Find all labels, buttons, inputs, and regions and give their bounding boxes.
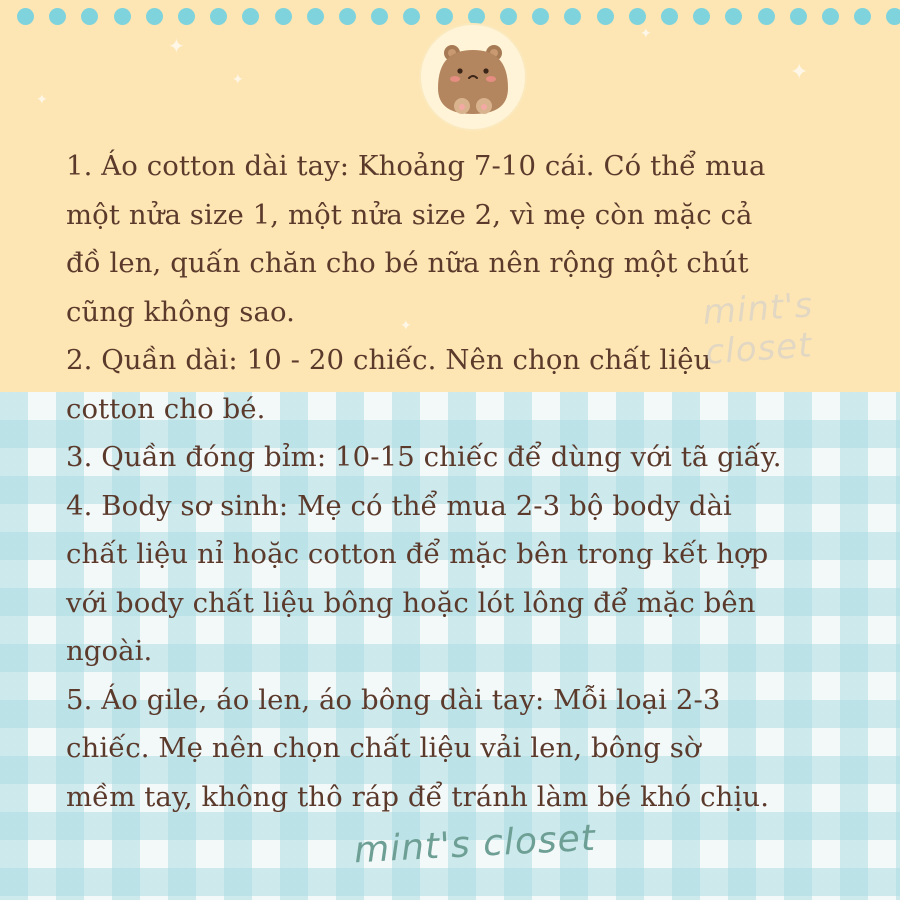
text-line: 3. Quần đóng bỉm: 10-15 chiếc để dùng với tã giấy. [66,441,782,473]
dot-decoration [210,8,227,25]
sparkle-icon: ✦ [790,60,809,85]
text-line: cotton cho bé. [66,392,266,425]
text-line: một nửa size 1, một nửa size 2, vì mẹ còn mặc cả [66,198,753,231]
dot-decoration [564,8,581,25]
sparkle-icon: ✦ [232,72,244,88]
text-line: ngoài. [66,635,153,667]
text-line: 2. Quần dài: 10 - 20 chiếc. Nên chọn chất liệu [66,344,712,376]
dot-decoration [49,8,66,25]
text-line: cũng không sao. [66,295,295,328]
dot-decoration [17,8,34,25]
watermark: mint's closet [701,285,815,373]
text-line: mềm tay, không thô ráp để tránh làm bé khó chịu. [66,780,770,813]
dot-decoration [725,8,742,25]
text-line: chiếc. Mẹ nên chọn chất liệu vải len, bông sờ [66,732,701,764]
dot-decoration [629,8,646,25]
dot-decoration [597,8,614,25]
dot-decoration [307,8,324,25]
dot-decoration [178,8,195,25]
sparkle-icon: ✦ [400,318,412,334]
dot-decoration [275,8,292,25]
text-line: 4. Body sơ sinh: Mẹ có thể mua 2-3 bộ body dài [66,489,732,522]
signature: mint's closet [353,817,597,872]
dot-decoration [758,8,775,25]
text-line: 1. Áo cotton dài tay: Khoảng 7-10 cái. Có thể mua [66,150,766,182]
bear-icon [418,22,528,132]
dot-decoration [242,8,259,25]
dot-decoration [790,8,807,25]
dot-decoration [661,8,678,25]
sparkle-icon: ✦ [640,26,652,42]
text-line: chất liệu nỉ hoặc cotton để mặc bên trong kết hợp [66,538,769,570]
dot-decoration [339,8,356,25]
text-line: với body chất liệu bông hoặc lót lông để mặc bên [66,586,756,619]
dot-decoration [532,8,549,25]
dot-decoration [371,8,388,25]
dot-decoration [693,8,710,25]
dot-decoration [146,8,163,25]
sparkle-icon: ✦ [36,92,48,108]
dot-decoration [114,8,131,25]
dot-decoration [822,8,839,25]
text-line: đồ len, quấn chăn cho bé nữa nên rộng một chút [66,247,749,279]
dot-decoration [886,8,900,25]
dot-decoration [81,8,98,25]
text-line: 5. Áo gile, áo len, áo bông dài tay: Mỗi loại 2-3 [66,683,721,716]
sparkle-icon: ✦ [168,34,185,58]
content-text [66,142,886,821]
dot-decoration [854,8,871,25]
